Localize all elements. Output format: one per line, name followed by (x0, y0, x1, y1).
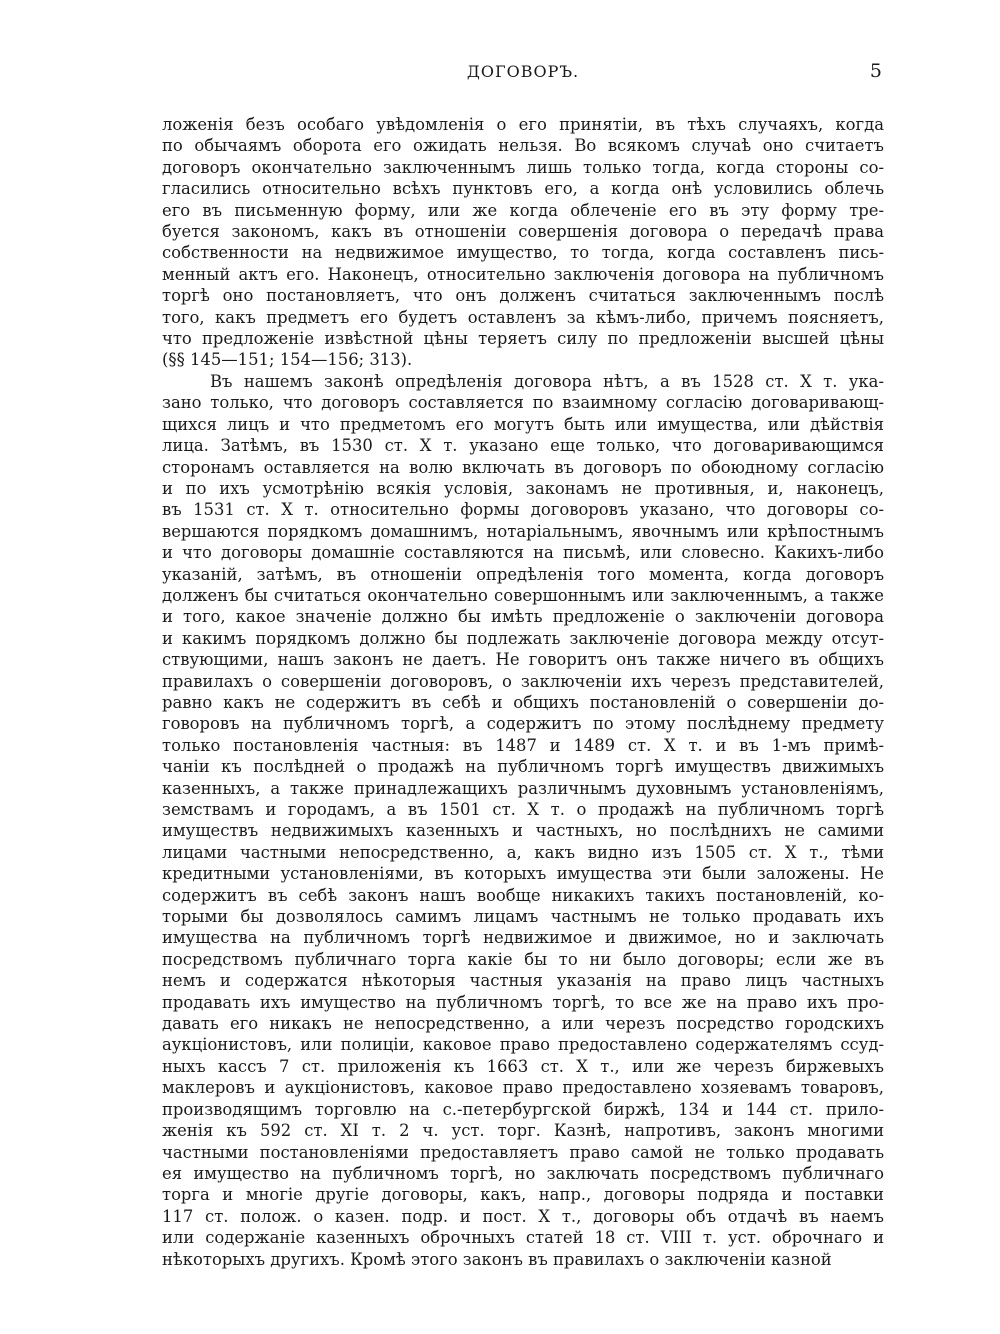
text-line: по обычаямъ оборота его ожидать нельзя. Во всякомъ случаѣ оно считаетъ (162, 136, 884, 156)
text-line: имуществъ недвижимыхъ казенныхъ и частныхъ, но послѣднихъ не самими (162, 821, 884, 841)
text-line: сторонамъ оставляется на волю включать въ договоръ по обоюдному согласію (162, 457, 884, 477)
text-line: и какимъ порядкомъ должно бы подлежать заключеніе договора между отсут- (162, 628, 884, 648)
text-line: немъ и содержатся нѣкоторыя частныя указанія на право лицъ частныхъ (162, 971, 884, 991)
text-line: имущества на публичномъ торгѣ недвижимое и движимое, но и заключать (162, 928, 884, 948)
text-line: чаніи къ послѣдней о продажѣ на публичномъ торгѣ имуществъ движимыхъ (162, 757, 884, 777)
text-line: лицами частными непосредственно, а, какъ видно изъ 1505 ст. X т., тѣми (162, 842, 884, 862)
text-line: посредствомъ публичнаго торга какіе бы то ни было договоры; если же въ (162, 949, 884, 969)
text-line: указаній, затѣмъ, въ отношеніи опредѣленія того момента, когда договоръ (162, 564, 884, 584)
text-line: долженъ бы считаться окончательно совершоннымъ или заключеннымъ, а также (162, 585, 884, 605)
text-line: давать его никакъ не непосредственно, а или черезъ посредство городскихъ (162, 1014, 884, 1034)
text-line: его въ письменную форму, или же когда облеченіе его въ эту форму тре- (162, 200, 884, 220)
body-text (162, 114, 884, 1270)
text-line: ныхъ кассъ 7 ст. приложенія къ 1663 ст. X т., или же черезъ биржевыхъ (162, 1056, 884, 1076)
text-line: ствующими, нашъ законъ не даетъ. Не говоритъ онъ также ничего въ общихъ (162, 650, 884, 670)
text-line: того, какъ предметъ его будетъ оставленъ за кѣмъ-либо, причемъ поясняетъ, (162, 307, 884, 327)
text-line: производящимъ торговлю на с.-петербургской биржѣ, 134 и 144 ст. прило- (162, 1099, 884, 1119)
text-line: правилахъ о совершеніи договоровъ, о заключеніи ихъ черезъ представителей, (162, 671, 884, 691)
running-head (162, 60, 884, 90)
text-line: договоръ окончательно заключеннымъ лишь только тогда, когда стороны со- (162, 157, 884, 177)
text-line: щихся лицъ и что предметомъ его могутъ быть или имущества, или дѣйствія (162, 414, 884, 434)
text-line: что предложеніе извѣстной цѣны теряетъ силу по предложеніи высшей цѣны (162, 329, 884, 349)
text-line: маклеровъ и аукціонистовъ, каковое право предоставлено хозяевамъ товаровъ, (162, 1078, 884, 1098)
text-line: и по ихъ усмотрѣнію всякія условія, законамъ не противныя, и, наконецъ, (162, 478, 884, 498)
text-line: казенныхъ, а также принадлежащихъ различнымъ духовнымъ установленіямъ, (162, 778, 884, 798)
text-line: продавать ихъ имущество на публичномъ торгѣ, то все же на право ихъ про- (162, 992, 884, 1012)
text-line: вершаются порядкомъ домашнимъ, нотаріальнымъ, явочнымъ или крѣпостнымъ (162, 521, 884, 541)
text-line: аукціонистовъ, или полиціи, каковое право предоставлено содержателямъ ссуд- (162, 1035, 884, 1055)
text-line: буется закономъ, какъ въ отношеніи совершенія договора о передачѣ права (162, 222, 884, 242)
text-line: частными постановленіями предоставляетъ право самой не только продавать (162, 1142, 884, 1162)
text-line: и того, какое значеніе должно бы имѣть предложеніе о заключеніи договора (162, 607, 884, 627)
text-line: и что договоры домашніе составляются на письмѣ, или словесно. Какихъ-либо (162, 543, 884, 563)
text-line: нѣкоторыхъ другихъ. Кромѣ этого законъ въ правилахъ о заключеніи казной (162, 1249, 832, 1269)
text-line: лица. Затѣмъ, въ 1530 ст. X т. указано еще только, что договаривающимся (162, 436, 884, 456)
text-line: ложенія безъ особаго увѣдомленія о его принятіи, въ тѣхъ случаяхъ, когда (162, 115, 884, 134)
text-line: говоровъ на публичномъ торгѣ, а содержитъ по этому послѣднему предмету (162, 714, 884, 734)
text-line: зано только, что договоръ составляется по взаимному согласію договаривающ- (162, 393, 884, 413)
text-line: въ 1531 ст. X т. относительно формы договоровъ указано, что договоры со- (162, 500, 884, 520)
text-line: гласились относительно всѣхъ пунктовъ его, а когда онѣ условились облечь (162, 179, 884, 199)
text-line: 117 ст. полож. о казен. подр. и пост. X т., договоры объ отдачѣ въ наемъ (162, 1206, 884, 1226)
text-line: торгѣ оно постановляетъ, что онъ долженъ считаться заключеннымъ послѣ (162, 286, 884, 306)
text-line: ея имущество на публичномъ торгѣ, но заключать посредствомъ публичнаго (162, 1163, 884, 1183)
text-line: или содержаніе казенныхъ оброчныхъ статей 18 ст. VIII т. уст. оброчнаго и (162, 1228, 884, 1248)
text-line: торыми бы дозволялось самимъ лицамъ частнымъ не только продавать ихъ (162, 907, 884, 927)
paragraph (162, 371, 884, 1270)
text-line: собственности на недвижимое имущество, то тогда, когда составленъ пись- (162, 243, 884, 263)
text-line: только постановленія частныя: въ 1487 и 1489 ст. X т. и въ 1-мъ примѣ- (162, 735, 884, 755)
text-line: Въ нашемъ законѣ опредѣленія договора нѣтъ, а въ 1528 ст. X т. ука- (210, 371, 884, 391)
running-head-title: ДОГОВОРЪ. (466, 62, 580, 81)
page-number: 5 (869, 60, 882, 82)
text-line: женія къ 592 ст. XI т. 2 ч. уст. торг. Казнѣ, напротивъ, законъ многими (162, 1121, 884, 1141)
text-line: равно какъ не содержитъ въ себѣ и общихъ постановленій о совершеніи до- (162, 692, 884, 712)
text-line: менный актъ его. Наконецъ, относительно заключенія договора на публичномъ (162, 264, 884, 284)
text-line: кредитными установленіями, въ которыхъ имущества эти были заложены. Не (162, 864, 884, 884)
text-line: торга и многіе другіе договоры, какъ, напр., договоры подряда и поставки (162, 1185, 884, 1205)
text-line: (§§ 145—151; 154—156; 313). (162, 350, 413, 370)
text-line: содержитъ въ себѣ законъ нашъ вообще никакихъ такихъ постановленій, ко- (162, 885, 884, 905)
text-line: земствамъ и городамъ, а въ 1501 ст. X т. о продажѣ на публичномъ торгѣ (162, 800, 884, 819)
paragraph (162, 114, 884, 371)
